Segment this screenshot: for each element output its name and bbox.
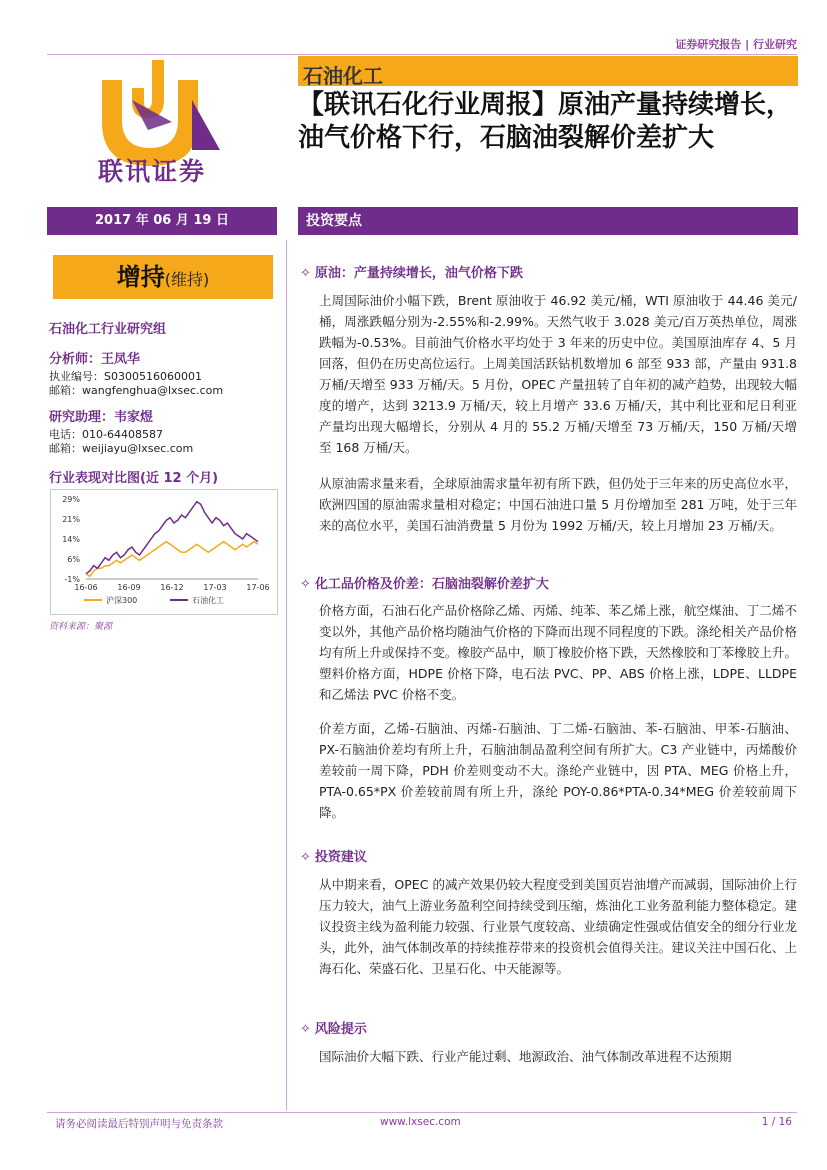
para-crude-1: 上周国际油价小幅下跌，Brent 原油收于 46.92 美元/桶，WTI 原油收于 44.46 美元/桶，周涨跌幅分别为-2.55%和-2.99%。天然气收于 3.028 美元/百万英热单位，周涨跌幅为-0.53%。目前油气价格水平均处于 3 年来的历史中位。美国原油库存 4、5 月回落，但仍在历史高位运行。上周美国活跃钻机数增加 6 部至 933 部，产量由 931.8 万桶/天增至 933 万桶/天。5 月份，OPEC 产量扭转了自年初的减产趋势，出现较大幅度的增产，达到 3213.9 万桶/天，较上月增产 33.6 万桶/天，其中利比亚和尼日利亚产量均出现大幅增长，分别从 4 月的 55.2 万桶/天增至 73 万桶/天，150 万桶/天增至 168 万桶/天。: [319, 293, 797, 455]
header-divider: [47, 54, 797, 55]
report-type-tag: 证券研究报告 | 行业研究: [675, 38, 797, 51]
report-date: 2017 年 06 月 19 日: [47, 207, 277, 235]
sector-label: 石油化工: [303, 64, 383, 88]
x-tick-label: 17-06: [246, 583, 270, 592]
section-head-crude: ✧ 原油：产量持续增长，油气价格下跌: [300, 266, 523, 281]
invest-points-header: 投资要点: [298, 207, 798, 235]
website-link[interactable]: www.lxsec.com: [380, 1116, 461, 1128]
diamond-icon: ✧: [300, 577, 311, 592]
legend-label: 石油化工: [192, 596, 224, 605]
analyst-license: 执业编号：S0300516060001: [49, 370, 202, 383]
performance-chart: [50, 489, 278, 615]
analyst-name: 分析师：王凤华: [49, 352, 141, 367]
diamond-icon: ✧: [300, 266, 311, 281]
rating-box: [53, 255, 273, 299]
y-tick-label: 29%: [62, 495, 80, 504]
disclaimer-link[interactable]: 请务必阅读最后特别声明与免责条款: [55, 1118, 223, 1130]
page-number: 1 / 16: [761, 1116, 792, 1128]
logo-text: 联讯证券: [98, 157, 207, 186]
x-tick-label: 16-06: [74, 583, 98, 592]
assistant-phone: 电话：010-64408587: [49, 428, 163, 441]
rating-sub: (维持): [164, 270, 210, 289]
column-divider: [286, 240, 287, 1110]
y-tick-label: 14%: [62, 535, 80, 544]
research-group: 石油化工行业研究组: [49, 322, 167, 337]
x-tick-label: 17-03: [203, 583, 227, 592]
x-tick-label: 16-12: [160, 583, 184, 592]
chart-source: 资料来源：聚源: [49, 622, 113, 632]
diamond-icon: ✧: [300, 850, 311, 865]
y-tick-label: 6%: [67, 555, 80, 564]
y-tick-label: -1%: [64, 575, 80, 584]
section-head-advice: ✧ 投资建议: [300, 850, 367, 865]
series-line-0: [86, 542, 258, 577]
para-crude-2: 从原油需求量来看，全球原油需求量年初有所下跌，但仍处于三年来的历史高位水平，欧洲四国的原油需求量相对稳定；中国石油进口量 5 月份增加至 281 万吨，处于三年来的高位水平，美国石油消费量 5 月份为 1992 万桶/天，较上月增加 23 万桶/天。: [319, 476, 797, 533]
chart-title: 行业表现对比图(近 12 个月): [49, 471, 219, 486]
diamond-icon: ✧: [300, 1022, 311, 1037]
legend-label: 沪深300: [106, 596, 138, 605]
assistant-name: 研究助理：韦家煜: [49, 410, 154, 425]
report-title: 【联讯石化行业周报】原油产量持续增长，油气价格下行，石脑油裂解价差扩大: [298, 90, 793, 153]
analyst-email: 邮箱：wangfenghua@lxsec.com: [49, 384, 224, 397]
section-head-risk: ✧ 风险提示: [300, 1022, 367, 1037]
section-head-chem: ✧ 化工品价格及价差：石脑油裂解价差扩大: [300, 577, 549, 592]
rating-main: 增持: [116, 263, 165, 291]
para-advice: 从中期来看，OPEC 的减产效果仍较大程度受到美国页岩油增产而减弱，国际油价上行压力较大，油气上游业务盈利空间持续受到压缩，炼油化工业务盈利能力整体稳定。建议投资主线为盈利能力较强、行业景气度较高、业绩确定性强或估值安全的细分行业龙头，此外，油气体制改革的持续推荐带来的投资机会值得关注。建议关注中国石化、上海石化、荣盛石化、卫星石化、中天能源等。: [319, 877, 797, 976]
x-tick-label: 16-09: [117, 583, 141, 592]
footer-divider: [47, 1112, 797, 1113]
y-tick-label: 21%: [62, 515, 80, 524]
para-risk: 国际油价大幅下跌、行业产能过剩、地源政治、油气体制改革进程不达预期: [319, 1049, 732, 1064]
assistant-email: 邮箱：weijiayu@lxsec.com: [49, 442, 194, 455]
para-chem-1: 价格方面，石油石化产品价格除乙烯、丙烯、纯苯、苯乙烯上涨，航空煤油、丁二烯不变以外，其他产品价格均随油气价格的下降而出现不同程度的下跌。涤纶相关产品价格均有所上升或保持不变。橡胶产品中，顺丁橡胶价格下跌，天然橡胶和丁苯橡胶上升。塑料价格方面，HDPE 价格下降，电石法 PVC、PP、ABS 价格上涨，LDPE、LLDPE 和乙烯法 PVC 价格不变。: [319, 603, 797, 702]
para-chem-2: 价差方面，乙烯-石脑油、丙烯-石脑油、丁二烯-石脑油、苯-石脑油、甲苯-石脑油、PX-石脑油价差均有所上升，石脑油制品盈利空间有所扩大。C3 产业链中，丙烯酸价差较前一周下降，PDH 价差则变动不大。涤纶产业链中，因 PTA、MEG 价格上升，PTA-0.65*PX 价差较前周有所上升，涤纶 POY-0.86*PTA-0.34*MEG 价差较前周下降。: [319, 721, 797, 820]
